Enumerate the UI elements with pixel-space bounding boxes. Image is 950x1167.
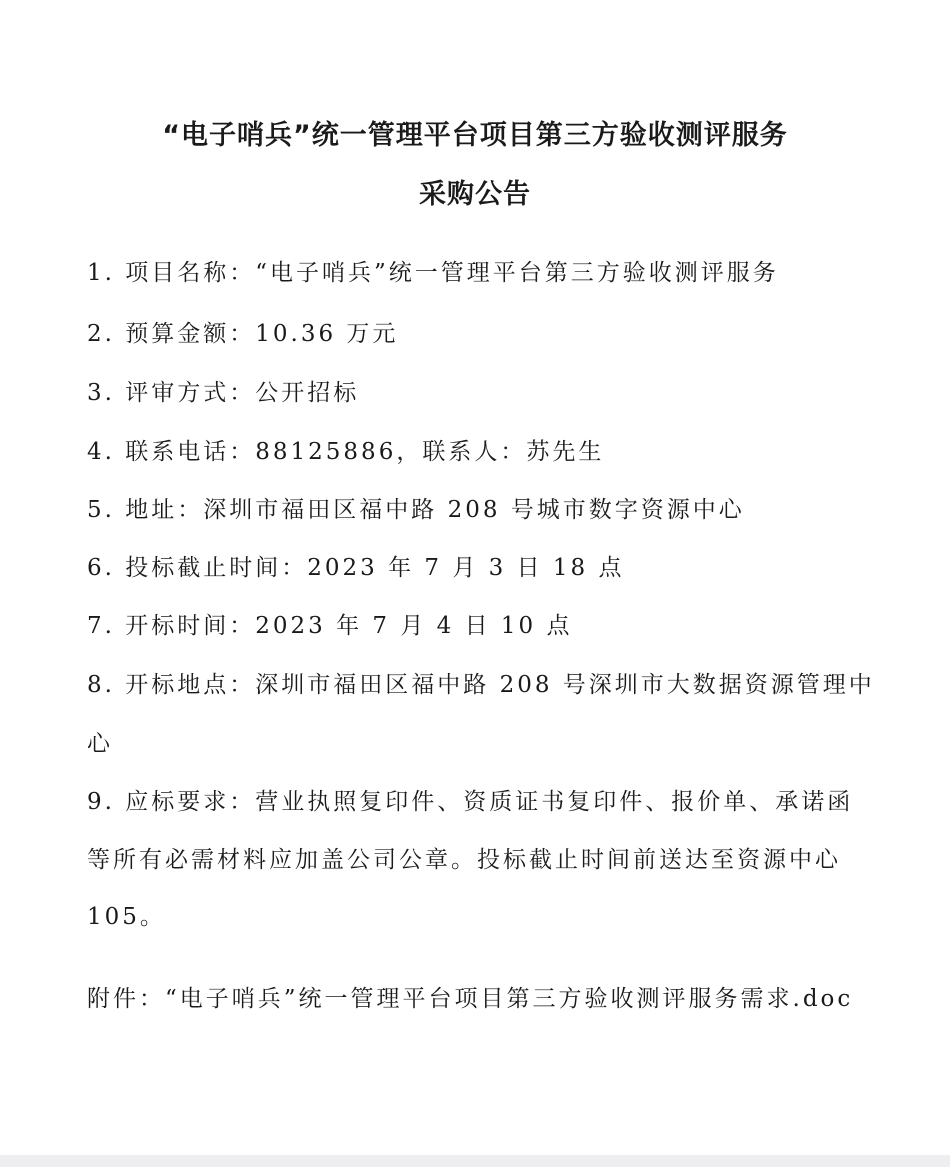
item-project-name: 1. 项目名称：“电子哨兵”统一管理平台第三方验收测评服务 — [87, 260, 779, 286]
item-requirements: 9. 应标要求：营业执照复印件、资质证书复印件、报价单、承诺函 — [87, 789, 854, 815]
bottom-strip — [0, 1155, 950, 1167]
item-contact: 4. 联系电话：88125886，联系人：苏先生 — [87, 439, 605, 465]
document-title: “电子哨兵”统一管理平台项目第三方验收测评服务 — [162, 120, 788, 151]
item-bid-deadline: 6. 投标截止时间：2023 年 7 月 3 日 18 点 — [87, 555, 625, 581]
item-opening-time: 7. 开标时间：2023 年 7 月 4 日 10 点 — [87, 613, 573, 639]
item-address: 5. 地址：深圳市福田区福中路 208 号城市数字资源中心 — [87, 497, 745, 523]
item-requirements-cont: 等所有必需材料应加盖公司公章。投标截止时间前送达至资源中心 — [87, 847, 841, 873]
item-opening-location: 8. 开标地点：深圳市福田区福中路 208 号深圳市大数据资源管理中 — [87, 672, 875, 698]
item-budget: 2. 预算金额：10.36 万元 — [87, 321, 399, 347]
item-opening-location-cont: 心 — [87, 731, 113, 757]
attachment-line: 附件：“电子哨兵”统一管理平台项目第三方验收测评服务需求.doc — [87, 986, 854, 1012]
item-review-method: 3. 评审方式：公开招标 — [87, 380, 360, 406]
document-subtitle: 采购公告 — [419, 179, 531, 210]
item-requirements-end: 105。 — [87, 904, 166, 930]
